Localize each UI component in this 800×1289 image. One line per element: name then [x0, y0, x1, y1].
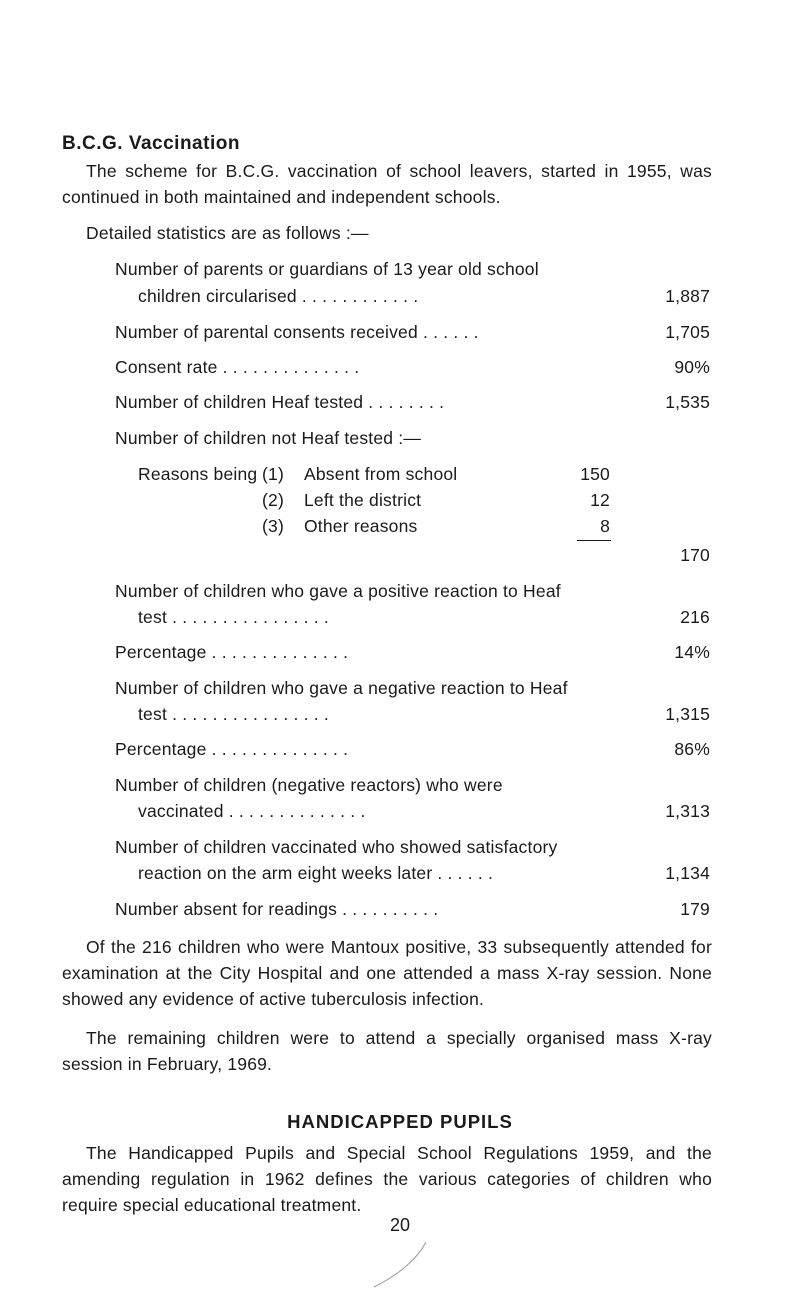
mantoux-text: Of the 216 children who were Mantoux positive, 33 subsequently attended for examination at the City Hospital and one attended a mass X-ray session. None showed any evidence of active tuberculosis infection. [62, 937, 712, 1009]
negative-pct-value: 86% [674, 739, 710, 759]
parents-value: 1,887 [665, 286, 710, 306]
positive-pct-value: 14% [674, 642, 710, 662]
reasons-lead: Reasons being [138, 464, 258, 484]
vaccinated-label-line1: Number of children (negative reactors) who were [115, 775, 503, 795]
vaccinated-value: 1,313 [665, 801, 710, 821]
reason-1-value: 150 [580, 464, 610, 484]
absent-label: Number absent for readings . . . . . . . . . . [115, 899, 439, 919]
remaining-text: The remaining children were to attend a specially organised mass X-ray session in February, 1969. [62, 1028, 712, 1074]
positive-label-line2: test . . . . . . . . . . . . . . . . [138, 607, 329, 627]
not-tested-total: 170 [680, 545, 710, 565]
subtotal-rule [577, 540, 611, 541]
scan-mark [360, 1240, 440, 1289]
reason-2-number: (2) [262, 490, 284, 510]
reason-3-number: (3) [262, 516, 284, 536]
consents-value: 1,705 [665, 322, 710, 342]
reason-3-value: 8 [600, 516, 610, 536]
negative-pct-label: Percentage . . . . . . . . . . . . . . [115, 739, 349, 759]
vaccinated-label-line2: vaccinated . . . . . . . . . . . . . . [138, 801, 366, 821]
intro-paragraph [62, 158, 712, 210]
reason-1-label: Absent from school [304, 464, 458, 484]
handicapped-paragraph [62, 1140, 712, 1218]
parents-label-line2: children circularised . . . . . . . . . . . . [138, 286, 419, 306]
heaf-tested-label: Number of children Heaf tested . . . . . . . . [115, 392, 445, 412]
handicapped-heading: HANDICAPPED PUPILS [287, 1111, 513, 1132]
reason-2-value: 12 [590, 490, 610, 510]
handicapped-text: The Handicapped Pupils and Special School Regulations 1959, and the amending regulation in 1962 defines the various categories of children who require special educational treatment. [62, 1143, 712, 1215]
consent-rate-value: 90% [674, 357, 710, 377]
intro-text: The scheme for B.C.G. vaccination of school leavers, started in 1955, was continued in both maintained and independent schools. [62, 161, 712, 207]
page-number: 20 [389, 1215, 411, 1235]
remaining-paragraph [62, 1025, 712, 1077]
positive-label-line1: Number of children who gave a positive reaction to Heaf [115, 581, 561, 601]
reason-3-label: Other reasons [304, 516, 418, 536]
reason-2-label: Left the district [304, 490, 422, 510]
section-title: B.C.G. Vaccination [62, 133, 240, 154]
detail-lead: Detailed statistics are as follows :— [86, 223, 369, 243]
satisfactory-label-line1: Number of children vaccinated who showed satisfactory [115, 837, 558, 857]
not-tested-label: Number of children not Heaf tested :— [115, 428, 422, 448]
heaf-tested-value: 1,535 [665, 392, 710, 412]
absent-value: 179 [680, 899, 710, 919]
mantoux-paragraph [62, 934, 712, 1012]
negative-value: 1,315 [665, 704, 710, 724]
reason-1-number: (1) [262, 464, 284, 484]
satisfactory-label-line2: reaction on the arm eight weeks later . . . . . . [138, 863, 494, 883]
consent-rate-label: Consent rate . . . . . . . . . . . . . . [115, 357, 360, 377]
parents-label-line1: Number of parents or guardians of 13 year old school [115, 259, 539, 279]
consents-label: Number of parental consents received . . . . . . [115, 322, 479, 342]
positive-pct-label: Percentage . . . . . . . . . . . . . . [115, 642, 349, 662]
negative-label-line1: Number of children who gave a negative reaction to Heaf [115, 678, 568, 698]
positive-value: 216 [680, 607, 710, 627]
negative-label-line2: test . . . . . . . . . . . . . . . . [138, 704, 329, 724]
satisfactory-value: 1,134 [665, 863, 710, 883]
